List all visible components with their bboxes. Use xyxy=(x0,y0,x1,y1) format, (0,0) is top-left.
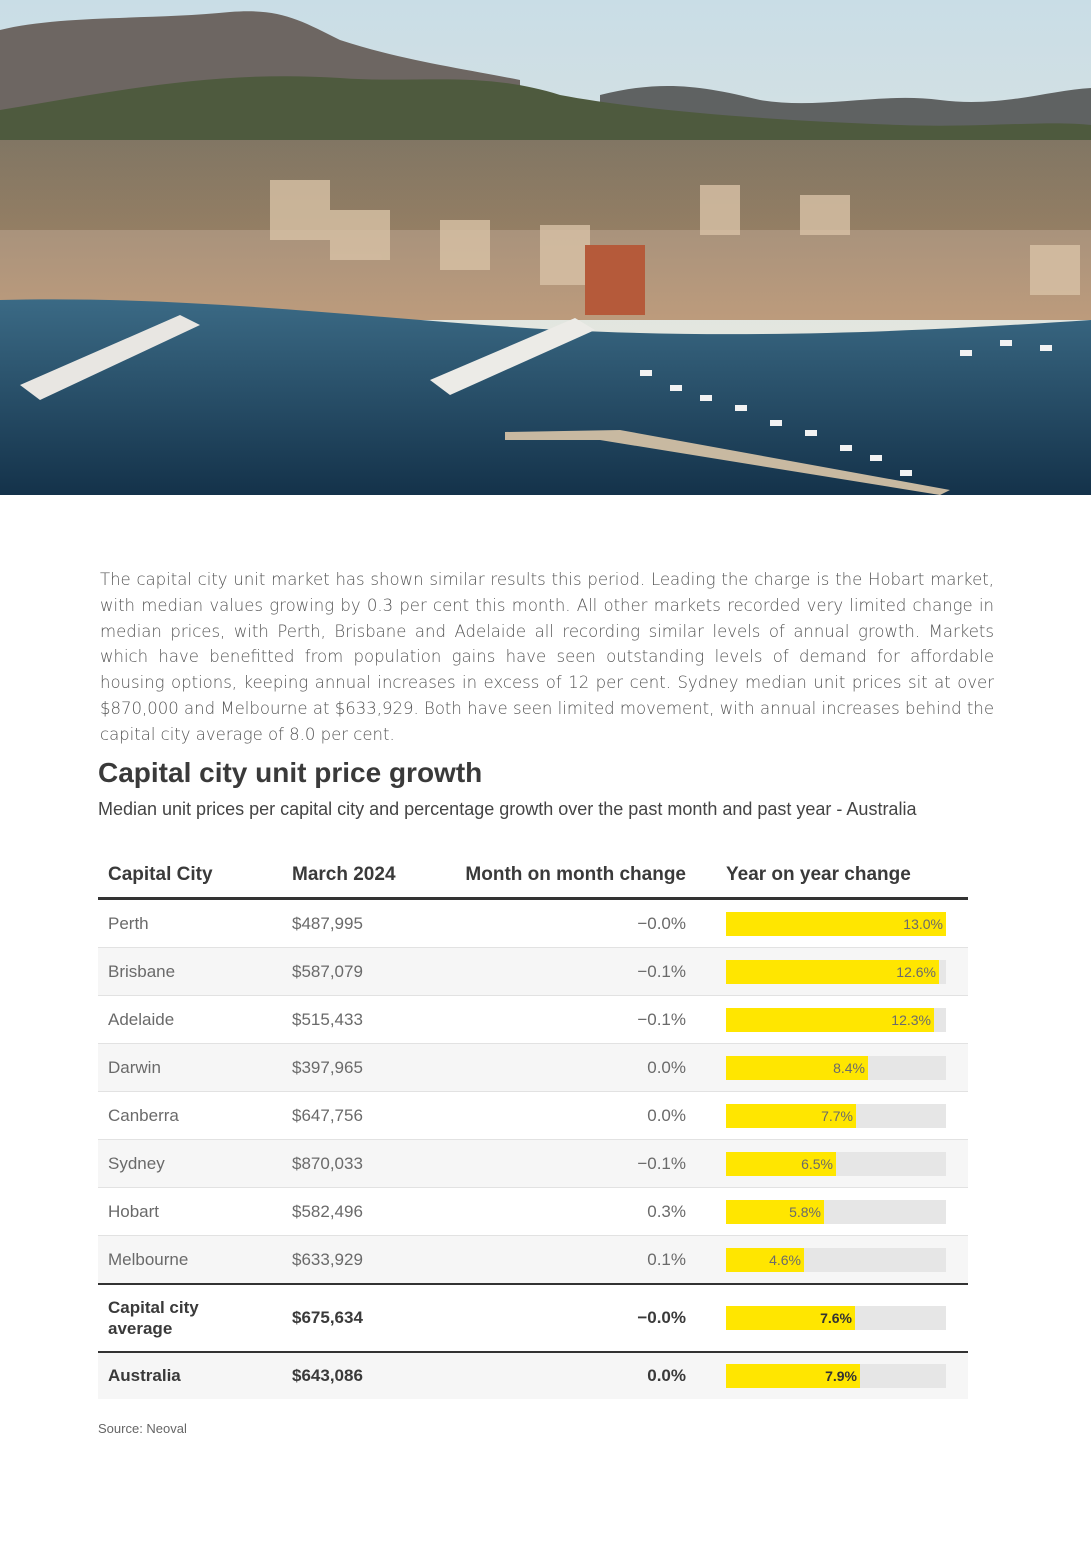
cell-city: Melbourne xyxy=(98,1236,282,1285)
yoy-bar-label: 7.6% xyxy=(820,1310,852,1326)
table-row xyxy=(98,1092,968,1140)
cell-year-change xyxy=(706,948,968,996)
table-row xyxy=(98,1140,968,1188)
yoy-bar-label: 12.3% xyxy=(891,1011,931,1028)
table-row xyxy=(98,1188,968,1236)
table-row xyxy=(98,1236,968,1285)
cell-price: $587,079 xyxy=(282,948,442,996)
cell-month-change: 0.3% xyxy=(442,1188,706,1236)
yoy-bar-label: 13.0% xyxy=(903,915,943,932)
cell-city: Australia xyxy=(98,1352,282,1399)
cell-city: Darwin xyxy=(98,1044,282,1092)
cell-month-change: 0.0% xyxy=(442,1352,706,1399)
cell-year-change xyxy=(706,1352,968,1399)
yoy-bar-track xyxy=(726,1248,946,1272)
yoy-bar-track xyxy=(726,1104,946,1128)
cell-city: Brisbane xyxy=(98,948,282,996)
cell-price: $582,496 xyxy=(282,1188,442,1236)
cell-price: $647,756 xyxy=(282,1092,442,1140)
cell-price: $487,995 xyxy=(282,899,442,948)
yoy-bar-label: 4.6% xyxy=(769,1251,801,1268)
unit-price-growth-table xyxy=(98,852,968,1399)
cell-city: Perth xyxy=(98,899,282,948)
cell-city: Capital city average xyxy=(98,1284,282,1352)
table-row xyxy=(98,996,968,1044)
intro-paragraph xyxy=(100,567,994,748)
yoy-bar-label: 7.7% xyxy=(821,1107,853,1124)
yoy-bar-track xyxy=(726,1364,946,1388)
harbour-city-photo xyxy=(0,0,1091,495)
cell-month-change: −0.1% xyxy=(442,1140,706,1188)
cell-city: Sydney xyxy=(98,1140,282,1188)
yoy-bar-track xyxy=(726,912,946,936)
cell-price: $675,634 xyxy=(282,1284,442,1352)
section-subtitle: Median unit prices per capital city and percentage growth over the past month and past year - Australia xyxy=(98,799,917,819)
yoy-bar-track xyxy=(726,1008,946,1032)
yoy-bar-label: 6.5% xyxy=(801,1155,833,1172)
header-march-2024: March 2024 xyxy=(282,852,442,899)
cell-year-change xyxy=(706,996,968,1044)
table-header-row xyxy=(98,852,968,899)
section-title: Capital city unit price growth xyxy=(98,757,483,788)
yoy-bar-track xyxy=(726,1200,946,1224)
table-row xyxy=(98,948,968,996)
yoy-bar-label: 8.4% xyxy=(833,1059,865,1076)
cell-price: $397,965 xyxy=(282,1044,442,1092)
cell-month-change: −0.0% xyxy=(442,899,706,948)
yoy-bar-label: 12.6% xyxy=(896,963,936,980)
yoy-bar-label: 5.8% xyxy=(789,1203,821,1220)
table-row xyxy=(98,1044,968,1092)
yoy-bar-track xyxy=(726,960,946,984)
table-body xyxy=(98,899,968,1400)
yoy-bar-track xyxy=(726,1152,946,1176)
average-row xyxy=(98,1284,968,1352)
yoy-bar-track xyxy=(726,1056,946,1080)
cell-month-change: −0.0% xyxy=(442,1284,706,1352)
cell-year-change xyxy=(706,899,968,948)
cell-price: $643,086 xyxy=(282,1352,442,1399)
cell-month-change: 0.1% xyxy=(442,1236,706,1285)
cell-month-change: −0.1% xyxy=(442,948,706,996)
cell-city: Canberra xyxy=(98,1092,282,1140)
yoy-bar-label: 7.9% xyxy=(825,1368,857,1384)
yoy-bar-track xyxy=(726,1306,946,1330)
cell-year-change xyxy=(706,1188,968,1236)
header-year-on-year: Year on year change xyxy=(706,852,968,899)
cell-year-change xyxy=(706,1284,968,1352)
cell-year-change xyxy=(706,1092,968,1140)
intro-text: The capital city unit market has shown similar results this period. Leading the charge is the Hobart market, with median values growing by 0.3 per cent this month. All other markets recorded very limited change in median prices, with Perth, Brisbane and Adelaide all recording similar levels of annual growth. Markets which have benefitted from population gains have seen outstanding levels of demand for affordable housing options, keeping annual increases in excess of 12 per cent. Sydney median unit prices sit at over $870,000 and Melbourne at $633,929. Both have seen limited movement, with annual increases behind the capital city average of 8.0 per cent. xyxy=(100,570,994,744)
cell-month-change: −0.1% xyxy=(442,996,706,1044)
cell-year-change xyxy=(706,1236,968,1285)
cell-month-change: 0.0% xyxy=(442,1092,706,1140)
cell-month-change: 0.0% xyxy=(442,1044,706,1092)
header-capital-city: Capital City xyxy=(98,852,282,899)
australia-row xyxy=(98,1352,968,1399)
source-note: Source: Neoval xyxy=(98,1421,187,1436)
cell-price: $515,433 xyxy=(282,996,442,1044)
table-row xyxy=(98,899,968,948)
hero-photo xyxy=(0,0,1091,495)
header-month-on-month: Month on month change xyxy=(442,852,706,899)
cell-city: Adelaide xyxy=(98,996,282,1044)
cell-price: $870,033 xyxy=(282,1140,442,1188)
cell-city: Hobart xyxy=(98,1188,282,1236)
cell-year-change xyxy=(706,1140,968,1188)
cell-year-change xyxy=(706,1044,968,1092)
cell-price: $633,929 xyxy=(282,1236,442,1285)
